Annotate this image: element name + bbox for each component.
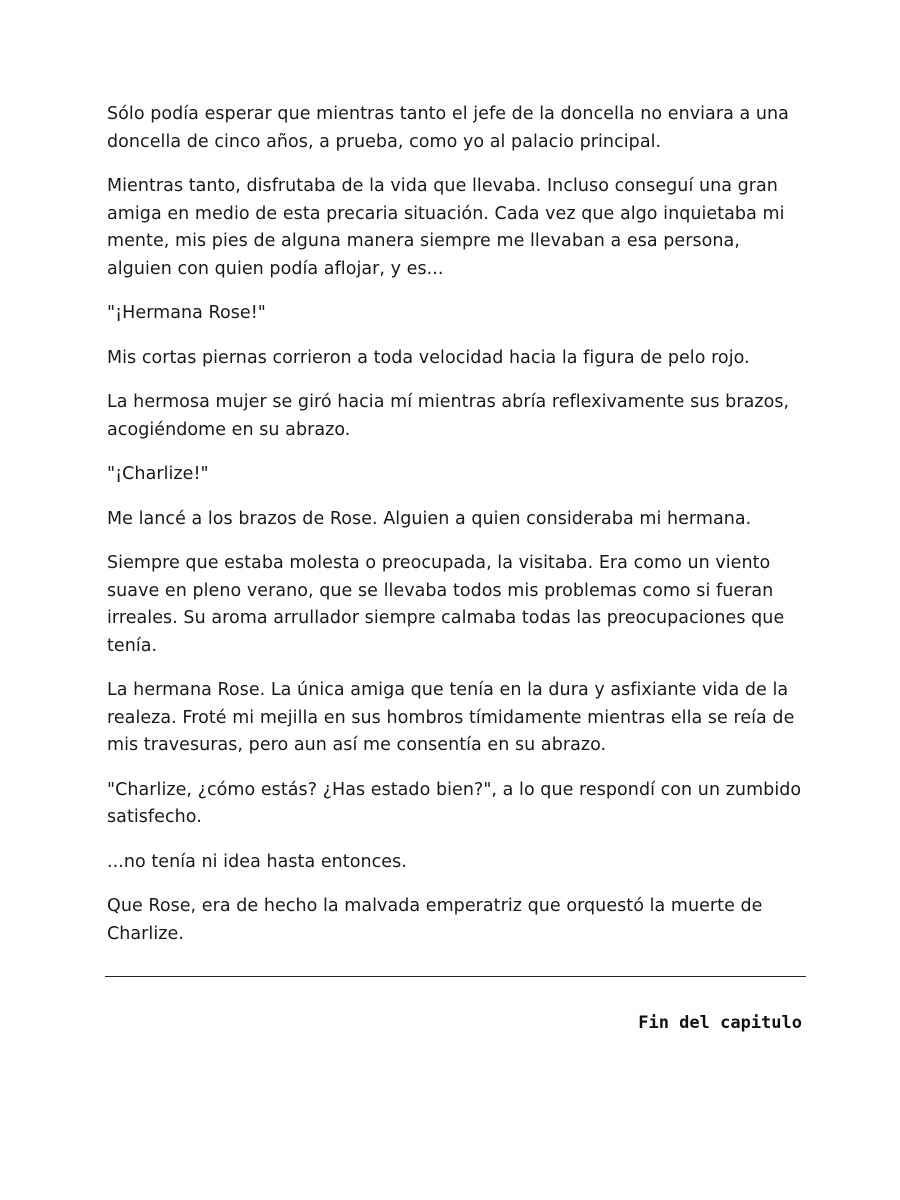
paragraph-4: Mis cortas piernas corrieron a toda velocidad hacia la figura de pelo rojo. (107, 347, 750, 368)
horizontal-divider (105, 976, 806, 977)
paragraph-10: "Charlize, ¿cómo estás? ¿Has estado bien?", a lo que respondí con un zumbido satisfecho. (107, 779, 802, 827)
paragraph-7: Me lancé a los brazos de Rose. Alguien a quien consideraba mi hermana. (107, 508, 752, 529)
paragraph-2: Mientras tanto, disfrutaba de la vida que llevaba. Incluso conseguí una gran amiga en medio de esta precaria situación. Cada vez que algo inquietaba mi mente, mis pies de alguna manera siempre me llevaban a esa persona, alguien con quien podía aflojar, y es... (107, 176, 785, 279)
paragraph-9: La hermana Rose. La única amiga que tenía en la dura y asfixiante vida de la realeza. Froté mi mejilla en sus hombros tímidamente mientras ella se reía de mis travesuras, pero aun así me consentía en su abrazo. (107, 680, 795, 755)
paragraph-6: "¡Charlize!" (107, 464, 209, 484)
paragraph-1: Sólo podía esperar que mientras tanto el jefe de la doncella no enviara a una doncella de cinco años, a prueba, como yo al palacio principal. (107, 104, 789, 152)
paragraph-3: "¡Hermana Rose!" (107, 303, 266, 323)
paragraph-12: Que Rose, era de hecho la malvada emperatriz que orquestó la muerte de Charlize. (107, 896, 763, 944)
paragraph-5: La hermosa mujer se giró hacia mí mientras abría reflexivamente sus brazos, acogiéndome en su abrazo. (107, 392, 790, 440)
paragraph-8: Siempre que estaba molesta o preocupada, la visitaba. Era como un viento suave en pleno verano, que se llevaba todos mis problemas como si fueran irreales. Su aroma arrullador siempre calmaba todas las preocupaciones que tenía. (107, 553, 785, 656)
chapter-end-label: Fin del capitulo (638, 1013, 802, 1033)
document-body (107, 101, 807, 965)
paragraph-11: ...no tenía ni idea hasta entonces. (107, 851, 407, 872)
